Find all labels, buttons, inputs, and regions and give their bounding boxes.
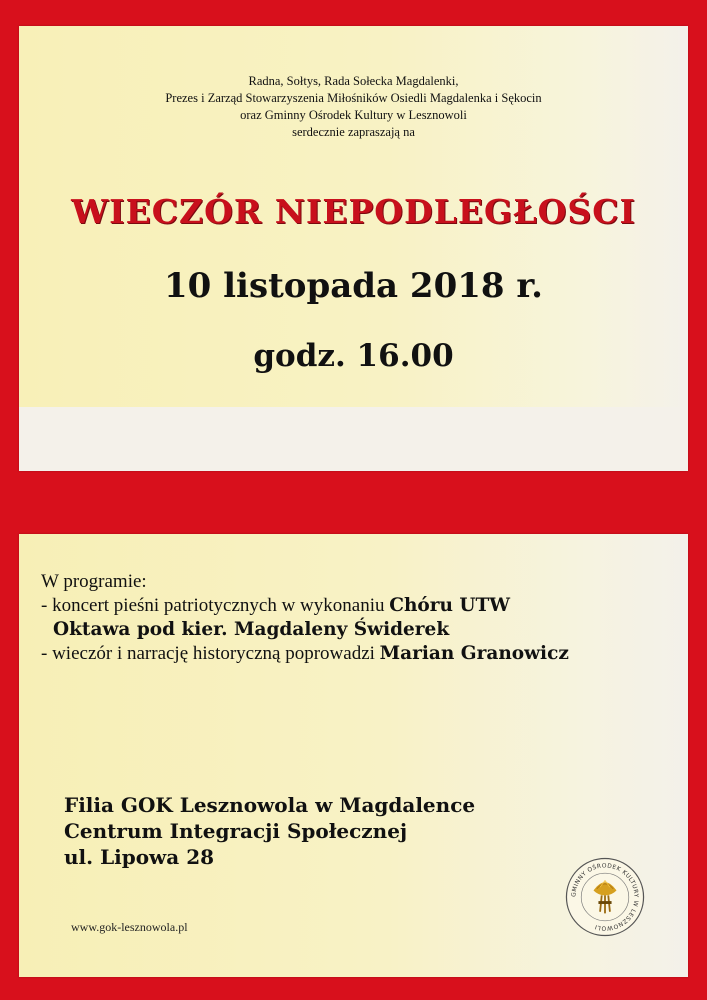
program-item-concert [41, 594, 681, 618]
event-title: WIECZÓR NIEPODLEGŁOŚCI [71, 192, 636, 231]
choir-conductor: Oktawa pod kier. Magdaleny Świderek [53, 619, 450, 640]
event-time: godz. 16.00 [253, 338, 454, 374]
invitation-intro [19, 73, 688, 141]
program-item-text: - wieczór i narrację historyczną poprowadzi [41, 643, 380, 664]
intro-line: Prezes i Zarząd Stowarzyszenia Miłośników Osiedli Magdalenka i Sękocin [165, 91, 542, 105]
venue-line: Filia GOK Lesznowola w Magdalence [64, 793, 476, 817]
choir-name: Chóru UTW [389, 595, 511, 616]
gok-seal-icon [564, 856, 646, 938]
venue-line: ul. Lipowa 28 [64, 845, 215, 869]
intro-line: serdecznie zapraszają na [292, 125, 415, 139]
program-item-concert-cont [41, 618, 681, 642]
program-panel [19, 534, 688, 977]
venue-address [64, 792, 475, 870]
narrator-name: Marian Granowicz [379, 643, 569, 664]
website-link[interactable]: www.gok-lesznowola.pl [71, 920, 188, 934]
intro-line: Radna, Sołtys, Rada Sołecka Magdalenki, [248, 74, 459, 88]
program-heading: W programie: [41, 571, 147, 592]
program-item-text: - koncert pieśni patriotycznych w wykonaniu [41, 595, 390, 616]
program-item-narration [41, 642, 681, 666]
event-date: 10 listopada 2018 r. [163, 266, 544, 306]
venue-line: Centrum Integracji Społecznej [64, 819, 408, 843]
intro-line: oraz Gminny Ośrodek Kultury w Lesznowoli [240, 108, 467, 122]
seal-text: GMINNY OŚRODEK KULTURY W LESZNOWOLI [571, 863, 639, 931]
program-section [41, 570, 681, 666]
invitation-panel [19, 26, 688, 471]
